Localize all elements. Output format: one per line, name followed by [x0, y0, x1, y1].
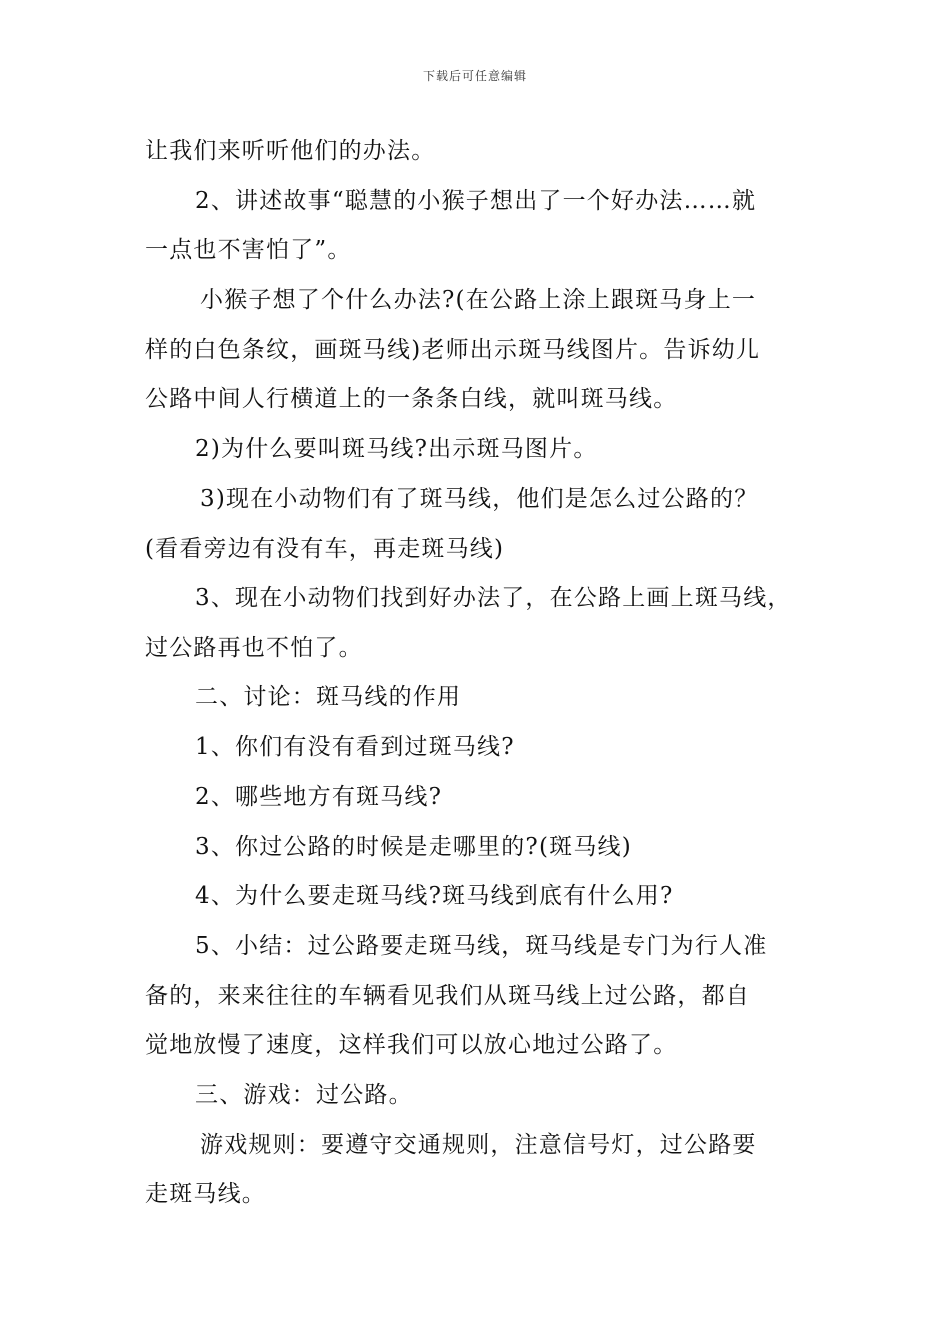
paragraph-line: 公路中间人行横道上的一条条白线，就叫斑马线。	[145, 386, 678, 412]
paragraph-line: 过公路再也不怕了。	[145, 635, 363, 661]
paragraph-line: 3、现在小动物们找到好办法了，在公路上画上斑马线，	[195, 585, 792, 611]
section-heading: 三、游戏：过公路。	[195, 1082, 413, 1108]
paragraph-line: 走斑马线。	[145, 1181, 266, 1207]
paragraph-line: 一点也不害怕了”。	[145, 237, 352, 263]
paragraph-line: 游戏规则：要遵守交通规则，注意信号灯，过公路要	[200, 1132, 757, 1158]
paragraph-line: 1、你们有没有看到过斑马线?	[195, 734, 515, 760]
paragraph-line: 4、为什么要走斑马线?斑马线到底有什么用?	[195, 883, 674, 909]
paragraph-line: 3)现在小动物们有了斑马线，他们是怎么过公路的？	[200, 486, 759, 512]
section-heading: 二、讨论：斑马线的作用	[195, 684, 462, 710]
paragraph-line: 2、讲述故事“聪慧的小猴子想出了一个好办法……就	[195, 188, 757, 214]
paragraph-line: 样的白色条纹，画斑马线)老师出示斑马线图片。告诉幼儿	[145, 337, 761, 363]
paragraph-line: 2)为什么要叫斑马线?出示斑马图片。	[195, 436, 598, 462]
paragraph-line: 觉地放慢了速度，这样我们可以放心地过公路了。	[145, 1032, 678, 1058]
paragraph-line: (看看旁边有没有车，再走斑马线)	[145, 536, 505, 562]
paragraph-line: 备的，来来往往的车辆看见我们从斑马线上过公路，都自	[145, 983, 750, 1009]
paragraph-line: 5、小结：过公路要走斑马线，斑马线是专门为行人准	[195, 933, 768, 959]
paragraph-line: 让我们来听听他们的办法。	[145, 138, 436, 164]
page-header: 下载后可任意编辑	[422, 69, 527, 83]
paragraph-line: 小猴子想了个什么办法?(在公路上涂上跟斑马身上一	[200, 287, 757, 313]
paragraph-line: 2、哪些地方有斑马线?	[195, 784, 443, 810]
paragraph-line: 3、你过公路的时候是走哪里的?(斑马线)	[195, 834, 632, 860]
